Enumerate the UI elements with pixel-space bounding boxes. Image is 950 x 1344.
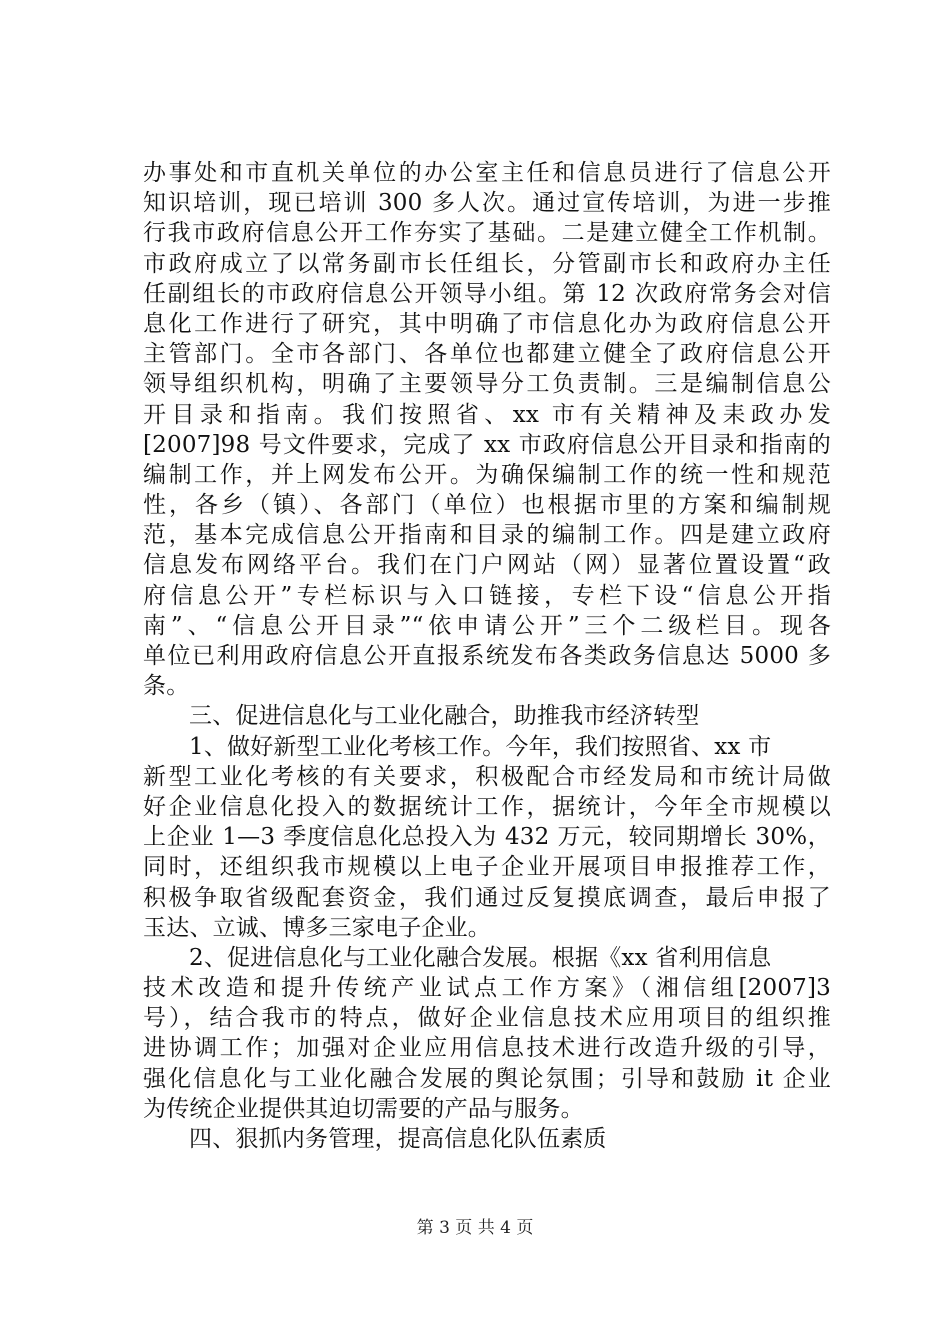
text-line: 信息发布网络平台。我们在门户网站（网）显著位置设置“政 — [143, 552, 831, 579]
text-line: 性，各乡（镇）、各部门（单位）也根据市里的方案和编制规 — [143, 492, 831, 519]
text-line: 单位已利用政府信息公开直报系统发布各类政务信息达 5000 多 — [143, 643, 831, 669]
text-line: 新型工业化考核的有关要求，积极配合市经发局和市统计局做 — [143, 763, 831, 790]
text-line: 积极争取省级配套资金，我们通过反复摸底调查，最后申报了 — [143, 884, 831, 911]
text-line: [2007]98 号文件要求，完成了 xx 市政府信息公开目录和指南的 — [143, 431, 831, 458]
text-line: 办事处和市直机关单位的办公室主任和信息员进行了信息公开 — [143, 160, 831, 186]
text-line: 号），结合我市的特点，做好企业信息技术应用项目的组织推 — [143, 1005, 831, 1032]
text-line: 玉达、立诚、博多三家电子企业。 — [143, 914, 491, 941]
text-line: 强化信息化与工业化融合发展的舆论氛围；引导和鼓励 it 企业 — [143, 1065, 831, 1092]
text-line: 好企业信息化投入的数据统计工作，据统计，今年全市规模以 — [143, 793, 831, 820]
document-body — [143, 158, 831, 1154]
text-line: 进协调工作；加强对企业应用信息技术进行改造升级的引导， — [143, 1035, 831, 1062]
section-heading: 四、狠抓内务管理，提高信息化队伍素质 — [189, 1126, 607, 1152]
text-line: 府信息公开”专栏标识与入口链接，专栏下设“信息公开指 — [143, 582, 831, 609]
text-line: 为传统企业提供其迫切需要的产品与服务。 — [143, 1095, 584, 1122]
text-line: 南”、“信息公开目录”“依申请公开”三个二级栏目。现各 — [143, 612, 831, 639]
text-line: 条。 — [143, 673, 190, 700]
text-line: 行我市政府信息公开工作夯实了基础。二是建立健全工作机制。 — [143, 220, 831, 247]
text-line: 2、促进信息化与工业化融合发展。根据《xx 省利用信息 — [189, 944, 772, 971]
text-line: 1、做好新型工业化考核工作。今年，我们按照省、xx 市 — [189, 733, 772, 760]
text-line: 范，基本完成信息公开指南和目录的编制工作。四是建立政府 — [143, 522, 831, 549]
text-line: 编制工作，并上网发布公开。为确保编制工作的统一性和规范 — [143, 461, 831, 488]
text-line: 同时，还组织我市规模以上电子企业开展项目申报推荐工作， — [143, 854, 831, 881]
text-line: 开目录和指南。我们按照省、xx 市有关精神及耒政办发 — [143, 401, 831, 428]
text-line: 技术改造和提升传统产业试点工作方案》（湘信组[2007]3 — [143, 975, 831, 1002]
text-line: 息化工作进行了研究，其中明确了市信息化办为政府信息公开 — [143, 310, 831, 337]
page-number-footer: 第 3 页 共 4 页 — [416, 1218, 534, 1238]
text-line: 任副组长的市政府信息公开领导小组。第 12 次政府常务会对信 — [143, 280, 831, 307]
text-line: 知识培训，现已培训 300 多人次。通过宣传培训，为进一步推 — [143, 190, 831, 217]
text-line: 主管部门。全市各部门、各单位也都建立健全了政府信息公开 — [143, 341, 831, 368]
section-heading: 三、促进信息化与工业化融合，助推我市经济转型 — [189, 703, 700, 730]
text-line: 领导组织机构，明确了主要领导分工负责制。三是编制信息公 — [143, 371, 831, 398]
text-line: 上企业 1—3 季度信息化总投入为 432 万元，较同期增长 30%， — [143, 824, 831, 851]
text-line: 市政府成立了以常务副市长任组长，分管副市长和政府办主任 — [143, 250, 831, 277]
